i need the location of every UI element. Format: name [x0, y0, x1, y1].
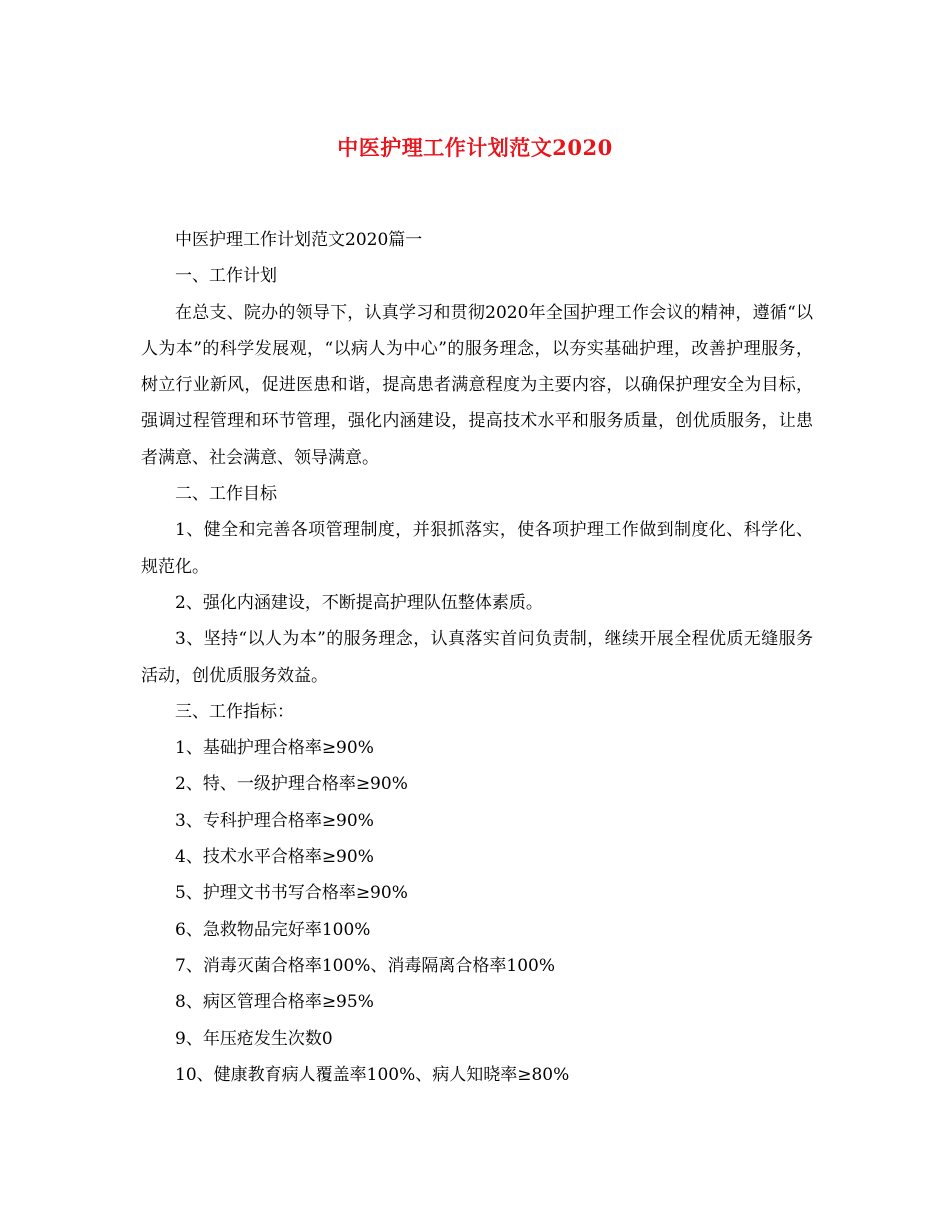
document-body [141, 222, 813, 1093]
list-item: 6、急救物品完好率100% [175, 919, 371, 940]
document-title: 中医护理工作计划范文2020 [337, 135, 613, 160]
list-item: 5、护理文书书写合格率≥90% [175, 883, 408, 904]
list-item: 8、病区管理合格率≥95% [175, 992, 374, 1013]
list-item: 2、强化内涵建设，不断提高护理队伍整体素质。 [175, 592, 543, 613]
section-heading: 二、工作目标 [175, 484, 277, 505]
list-item: 10、健康教育病人覆盖率100%、病人知晓率≥80% [175, 1064, 570, 1085]
list-item: 7、消毒灭菌合格率100%、消毒隔离合格率100% [175, 955, 556, 976]
section-heading: 一、工作计划 [175, 266, 277, 287]
section-heading: 三、工作指标： [175, 701, 294, 722]
body-paragraph: 在总支、院办的领导下，认真学习和贯彻2020年全国护理工作会议的精神，遵循“以人为本”的科学发展观，“以病人为中心”的服务理念，以夯实基础护理，改善护理服务，树立行业新风，促进医患和谐，提高患者满意程度为主要内容，以确保护理安全为目标，强调过程管理和环节管理，强化内涵建设，提高技术水平和服务质量，创优质服务，让患者满意、社会满意、领导满意。 [141, 302, 813, 468]
list-item: 9、年压疮发生次数0 [175, 1028, 333, 1049]
list-item: 1、基础护理合格率≥90% [175, 738, 374, 759]
list-item: 1、健全和完善各项管理制度，并狠抓落实，使各项护理工作做到制度化、科学化、规范化。 [141, 520, 813, 577]
list-item: 3、坚持“以人为本”的服务理念，认真落实首问负责制，继续开展全程优质无缝服务活动，创优质服务效益。 [141, 629, 813, 686]
section-heading: 中医护理工作计划范文2020篇一 [175, 230, 423, 250]
list-item: 4、技术水平合格率≥90% [175, 847, 374, 868]
list-item: 3、专科护理合格率≥90% [175, 810, 374, 831]
list-item: 2、特、一级护理合格率≥90% [175, 774, 408, 795]
